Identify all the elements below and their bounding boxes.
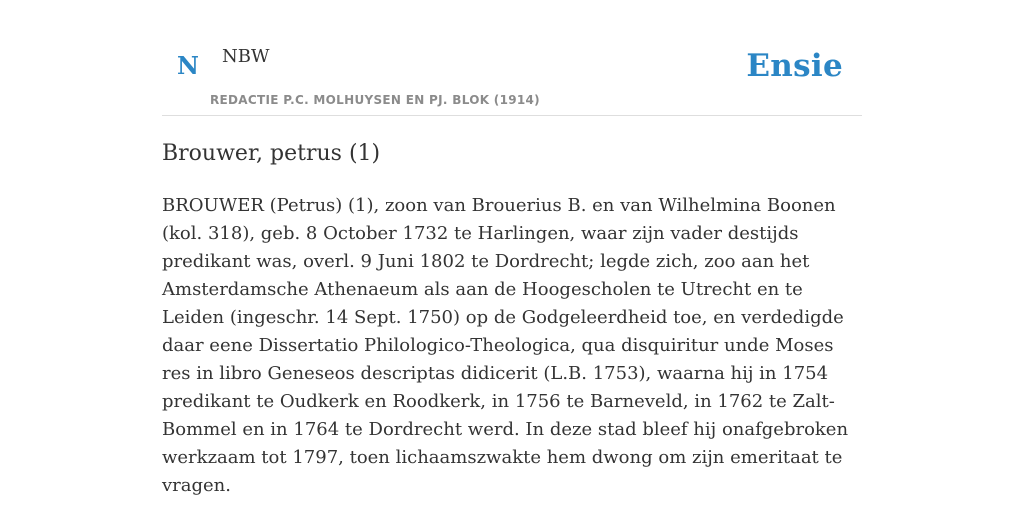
source-name[interactable]: NBW bbox=[222, 46, 270, 67]
header bbox=[162, 0, 862, 116]
article-title: Brouwer, petrus (1) bbox=[162, 141, 381, 166]
article-body: BROUWER (Petrus) (1), zoon van Brouerius B. en van Wilhelmina Boonen (kol. 318), geb. 8 October 1732 te Harlingen, waar zijn vader destijds predikant was, overl. 9 Juni 1802 te Dordrecht; legde zich, zoo aan het Amsterdamsche Athenaeum als aan de Hoogescholen te Utrecht en te Leiden (ingeschr. 14 Sept. 1750) op de Godgeleerdheid toe, en verdedigde daar eene Dissertatio Philologico-Theologica, qua disquiritur unde Moses res in libro Geneseos descriptas didicerit (L.B. 1753), waarna hij in 1754 predikant te Oudkerk en Roodkerk, in 1756 te Barneveld, in 1762 te Zalt-Bommel en in 1764 te Dordrecht werd. In deze stad bleef hij onafgebroken werkzaam tot 1797, toen lichaamszwakte hem dwong om zijn emeritaat te vragen. bbox=[162, 195, 849, 496]
editor-credit: REDACTIE P.C. MOLHUYSEN EN PJ. BLOK (1914) bbox=[210, 93, 540, 107]
brand-logo[interactable]: Ensie bbox=[746, 48, 843, 84]
source-logo-icon[interactable]: N bbox=[177, 51, 199, 80]
